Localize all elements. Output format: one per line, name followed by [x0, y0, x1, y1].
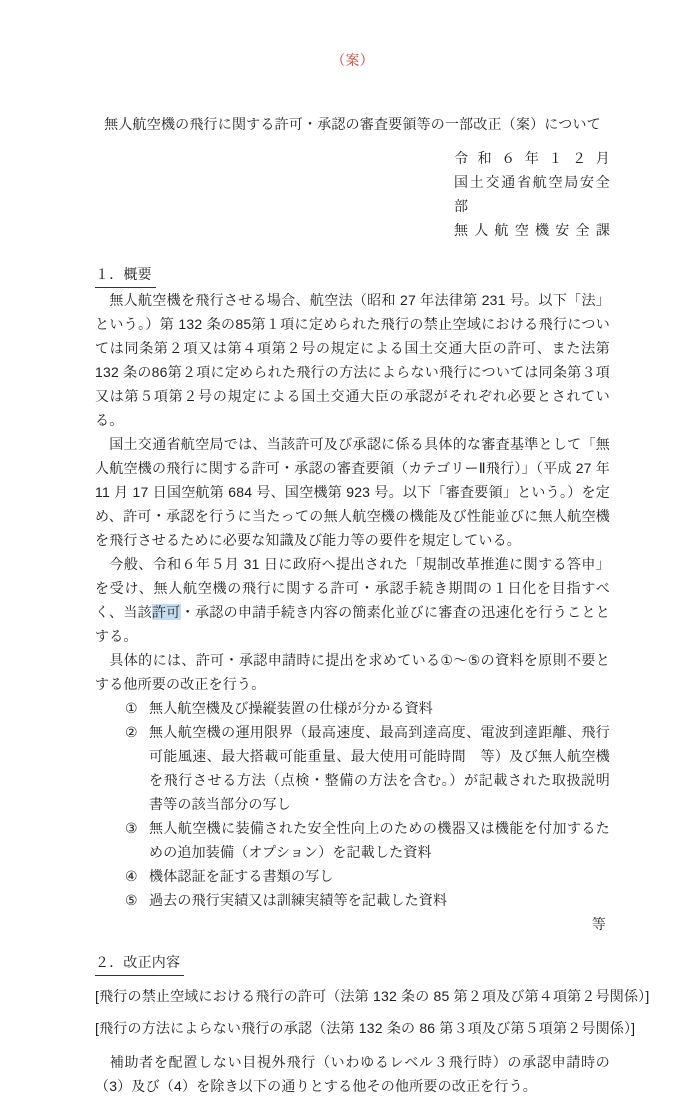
- org-division: 無人航空機安全課: [454, 222, 610, 238]
- list-item: [125, 888, 610, 912]
- list-item-number: ④: [125, 868, 138, 884]
- section-2-paragraph-1: 補助者を配置しない目視外飛行（いわゆるレベル３飛行時）の承認申請時の（3）及び（4）を除き以下の通りとする他その他所要の改正を行う。: [95, 1054, 610, 1094]
- list-item-number: ③: [125, 820, 138, 836]
- list-item-text: 機体認証を証する書類の写し: [149, 868, 334, 884]
- section-2-heading: ２．改正内容: [95, 950, 610, 976]
- list-item: [125, 816, 610, 864]
- list-item: [125, 696, 610, 720]
- draft-stamp: （案）: [331, 52, 374, 68]
- list-item: [125, 864, 610, 888]
- list-item-text: 過去の飛行実績又は訓練実績等を記載した資料: [149, 892, 448, 908]
- etc-label: 等: [591, 916, 606, 932]
- list-item-text: 無人航空機に装備された安全性向上のための機器又は機能を付加するための追加装備（オプション）を記載した資料: [149, 820, 610, 860]
- list-item-number: ①: [125, 700, 138, 716]
- list-item-text: 無人航空機の運用限界（最高速度、最高到達高度、電波到達距離、飛行可能風速、最大搭載可能重量、最大使用可能時間 等）及び無人航空機を飛行させる方法（点検・整備の方法を含む。）が記載された取扱説明書等の該当部分の写し: [149, 724, 610, 812]
- document-title: 無人航空機の飛行に関する許可・承認の審査要領等の一部改正（案）について: [104, 116, 601, 132]
- document-list: [95, 696, 610, 912]
- list-item-number: ②: [125, 724, 138, 740]
- list-item: [125, 720, 610, 816]
- date-line: 令和６年１２月: [454, 150, 610, 166]
- legal-reference-approval: [飛行の方法によらない飛行の承認（法第 132 条の 86 第３項及び第５項第２号関係）]: [95, 1020, 636, 1036]
- list-item-text: 無人航空機及び操縦装置の仕様が分かる資料: [149, 700, 433, 716]
- byline-block: [454, 146, 610, 242]
- section-1-heading: １．概要: [95, 262, 610, 288]
- org-department: 国土交通省航空局安全部: [454, 174, 610, 214]
- section-1-paragraph-1: 無人航空機を飛行させる場合、航空法（昭和 27 年法律第 231 号。以下「法」という。）第 132 条の85第１項に定められた飛行の禁止空域における飛行については同条第２項又は第４項第２号の規定による国土交通大臣の許可、また法第 132 条の86第２項に定められた飛行の方法によらない飛行については同条第３項又は第５項第２号の規定による国土交通大臣の承認がそれぞれ必要とされている。: [95, 292, 610, 428]
- paragraph-3-post-text: ・承認の申請手続き内容の簡素化並びに審査の迅速化を行うこととする。: [95, 604, 610, 644]
- search-highlight: 許可: [151, 604, 181, 620]
- section-1-paragraph-2: 国土交通省航空局では、当該許可及び承認に係る具体的な審査基準として「無人航空機の飛行に関する許可・承認の審査要領（カテゴリーⅡ飛行）」（平成 27 年 11 月 17 日国空航第 684 号、国空機第 923 号。以下「審査要領」という。）を定め、許可・承認を行うに当たっての無人航空機の機能及び性能並びに無人航空機を飛行させるために必要な知識及び能力等の要件を規定している。: [95, 436, 610, 548]
- section-1-paragraph-4: 具体的には、許可・承認申請時に提出を求めている①～⑤の資料を原則不要とする他所要の改正を行う。: [95, 652, 610, 692]
- paragraph-3-pre-text: 今般、令和６年５月 31 日に政府へ提出された「規制改革推進に関する答申」を受け、無人航空機の飛行に関する許可・承認手続き期間の１日化を目指すべく、当該: [95, 556, 610, 620]
- list-item-number: ⑤: [125, 892, 138, 908]
- legal-reference-permission: [飛行の禁止空域における飛行の許可（法第 132 条の 85 第２項及び第４項第２号関係）]: [95, 988, 650, 1004]
- section-1-paragraph-3: [95, 552, 610, 648]
